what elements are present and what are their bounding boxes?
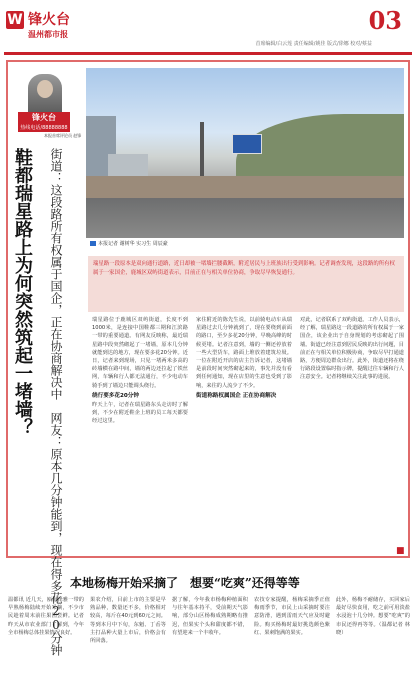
section-heading: 绕行要多花20分钟: [92, 392, 139, 399]
article-paragraph: 昨天上午，记者在瑞星路东头走访时了解到，不少在附近鞋企上班的员工每天都要经过这里。: [92, 401, 188, 425]
article-column: 据了解，今年我市杨梅种植面积与往年基本持平，受前期天气影响，部分山区杨梅成熟期略有推迟，但果实个头和甜度都不错，有望迎来一个丰收年。: [172, 597, 248, 636]
article-column: 温都讯 近几天，瓯海泽雅一带的早熟杨梅陆续开始采摘，不少市民趁着周末前往果园尝鲜。记者昨天从市农业部门了解到，今年全市杨梅总体挂果情况良好。: [8, 597, 84, 636]
article-column: [196, 316, 292, 554]
photo-wall: [86, 176, 404, 198]
columnist-tag: 锋火台: [18, 112, 70, 124]
column-name: 锋火台: [28, 12, 70, 28]
newspaper-logo: W: [7, 12, 23, 28]
article-column: [92, 316, 188, 554]
photo-road: [86, 198, 404, 238]
article-paragraph: 瑞星路位于鹿城区双屿街道，长度不到1000米，是连接中国鞋都三期和江滨路一带的重要通道。有网友反映称，最近瑞星路中段突然砌起了一堵墙，原本几分钟就能到达的地方，现在要多花20分钟。近日，记者来到现场，只见一堵两米多高的砖墙横在路中间，墙的两边还拉起了铁丝网，车辆和行人都无法通行，不少电动车骑手到了墙边只能调头绕行。: [92, 317, 188, 389]
hotline-tag: 热线电话/88888888: [18, 124, 70, 132]
article-column: 农技专家提醒，杨梅采摘季正值梅雨季节，市民上山采摘时要注意防滑，遇到雷雨天气应及时避险。购买杨梅时最好挑选颜色紫红、果刺饱满的果实。: [254, 597, 330, 636]
bottom-article-title: 本地杨梅开始采摘了 想要“吃爽”还得等等: [70, 576, 300, 590]
article-end-mark: ■: [396, 546, 405, 556]
photo-billboard: [232, 134, 262, 154]
page-number: 03: [368, 6, 402, 35]
caption-marker-icon: [90, 241, 96, 246]
pull-quote: 瑞星路一段原本是双向通行道路，近日却被一堵墙拦腰截断，附近居民与上班族出行受到影响。记者调查发现，这段路的所有权属于一家国企，鹿城区双屿街道表示，目前正在与相关单位协商，争取尽早恢复通行。: [88, 256, 404, 312]
feature-subheadline: 街道：这段路所有权属于国企，正在协商解决中 网友：原本几分钟能到，现在得多花20分钟: [49, 148, 63, 656]
feature-headline: 鞋都瑞星路上为何突然筑起一堵墙？: [12, 148, 33, 436]
newspaper-name: 温州都市报: [28, 30, 68, 39]
page-header: [0, 0, 416, 50]
article-column: 果农介绍，目前上市的主要是早熟品种，数量还不多，价格相对较高，每斤在40元到60元之间。等到本月中下旬，东魁、丁岙等主打品种大量上市后，价格会有所回落。: [90, 597, 166, 645]
photo-pylon: [200, 122, 204, 182]
article-paragraph: 对此，记者联系了双屿街道。工作人员表示，经了解，瑞星路这一段道路的所有权属于一家国企，该企业出于自身规划的考虑砌起了围墙。街道已经注意到居民反映的出行问题，目前正在与相关单位积极协商，争取尽早打通道路，方便周边群众出行。此外，街道还将在绕行路段设置临时指示牌，提醒过往车辆和行人注意安全。记者将继续关注此事的进展。: [300, 317, 404, 381]
feature-photo: [86, 68, 404, 238]
photo-caption: 本报记者 谢树华 实习生 周辰豪: [98, 241, 168, 247]
editor-credits: 首席编辑/白云莲 责任编辑/姚佳 版式/徐娜 校对/蔡益: [255, 41, 372, 47]
columnist-signature: 本报首席评论员 赵锋: [44, 133, 82, 138]
article-column: 此外，杨梅不耐储存，买回家后最好尽快食用，吃之前可用淡盐水浸泡十几分钟。想要“吃爽”的市民还得再等等。（温都记者 林晓）: [336, 597, 410, 636]
article-paragraph: 家住附近的陈先生说，以前骑电动车从瑞星路过去几分钟就到了，现在要绕到前面的路口，至少多花20分钟，早晚高峰的时候更堵。记者注意到，墙的一侧还停放着一些大型货车，路面上堆放着建筑垃圾。一位在附近开店的店主告诉记者，这堵墙是前段时间突然砌起来的，事先并没有看到任何通知，现在店里的生意也受到了影响，来往的人流少了不少。: [196, 317, 292, 389]
section-heading: 街道称路权属国企 正在协商解决: [196, 392, 277, 399]
article-column: [300, 316, 404, 554]
header-divider: [4, 52, 412, 55]
